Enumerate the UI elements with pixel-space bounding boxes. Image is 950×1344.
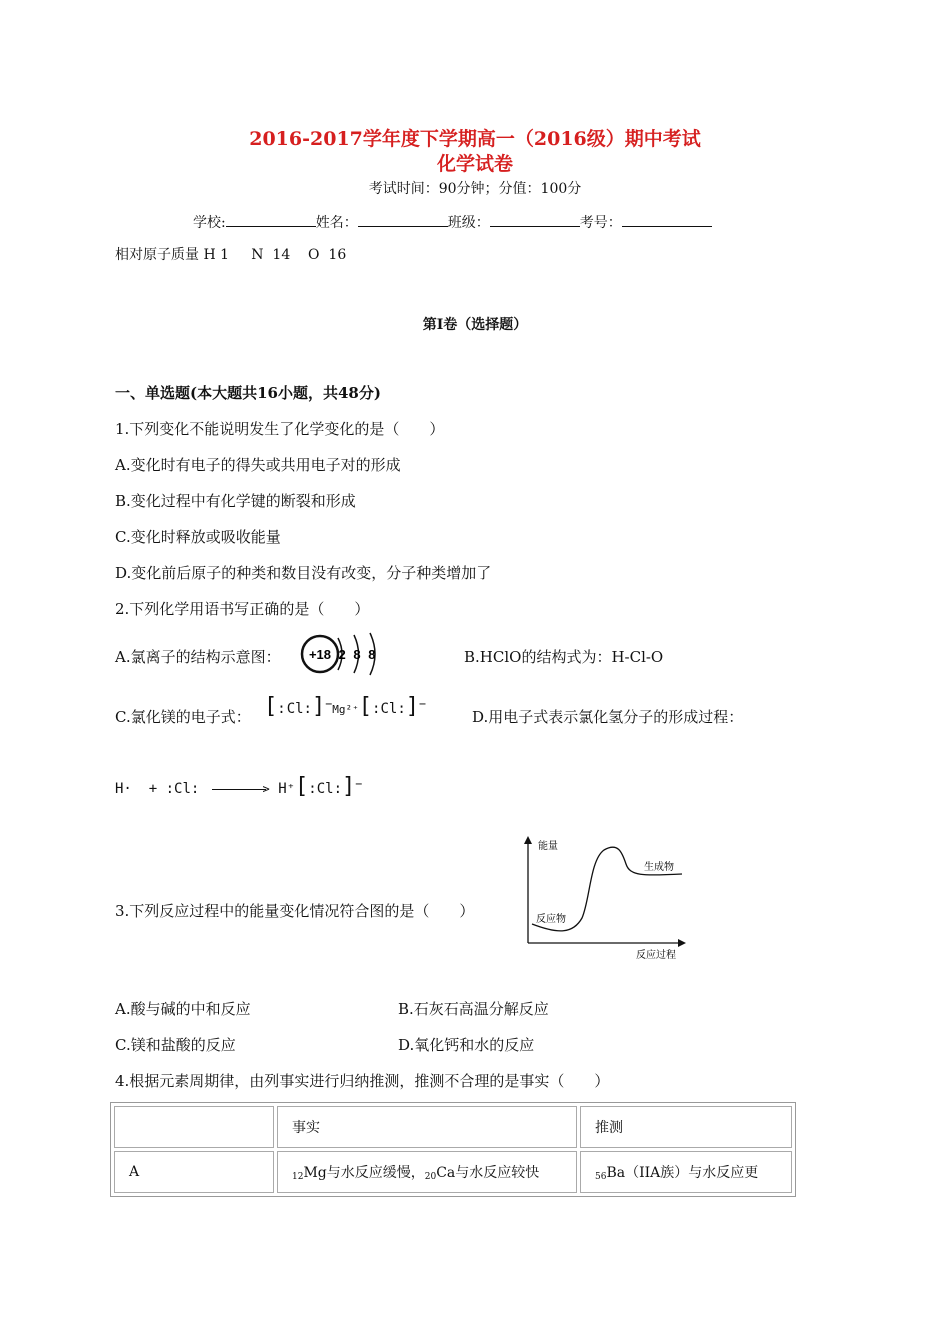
header-cell-empty (114, 1106, 274, 1148)
q2-stem: 2.下列化学用语书写正确的是（ ） (115, 600, 370, 618)
mgcl2-electron-formula: [:Cl:]−Mg²⁺[:Cl:]− (264, 694, 427, 719)
table-row (114, 1106, 792, 1148)
row-a-fact: $_{12}$Mg与水反应缓慢，$_{20}$Ca与水反应较快 (277, 1151, 577, 1193)
school-blank[interactable] (226, 212, 316, 227)
reactant-label: 反应物 (536, 914, 566, 925)
number-blank[interactable] (622, 212, 712, 227)
atomic-mass-line: 相对原子质量 H 1 N 14 O 16 (115, 247, 347, 263)
class-label: 班级： (447, 215, 490, 231)
q1-option-b: B.变化过程中有化学键的断裂和形成 (115, 492, 356, 510)
exam-subtitle: 化学试卷 (436, 153, 513, 175)
q1-option-c: C.变化时释放或吸收能量 (115, 528, 281, 546)
q2-option-b: B.HClO的结构式为：H-Cl-O (464, 648, 664, 666)
class-blank[interactable] (490, 212, 580, 227)
q2-option-c: C.氯化镁的电子式： (115, 708, 251, 726)
product-label: 生成物 (644, 862, 674, 873)
chloride-ion-diagram (298, 628, 390, 680)
row-a-label: A (114, 1151, 274, 1193)
q4-stem: 4.根据元素周期律，由列事实进行归纳推测，推测不合理的是事实（ ） (115, 1072, 610, 1090)
name-label: 姓名： (315, 215, 358, 231)
section1-title: 一、单选题(本大题共16小题，共48分) (115, 384, 381, 402)
hcl-formation-equation: H· + :Cl: > H⁺[:Cl:]− (115, 774, 363, 799)
row-a-guess: $_{56}$Ba（IIA族）与水反应更 (580, 1151, 792, 1193)
ca-atomic-number: 20 (424, 1172, 437, 1182)
x-axis-label: 反应过程 (636, 950, 676, 961)
name-blank[interactable] (358, 212, 448, 227)
q3-option-c: C.镁和盐酸的反应 (115, 1036, 236, 1054)
q3-option-a: A.酸与碱的中和反应 (115, 1000, 251, 1018)
y-axis-label: 能量 (538, 841, 558, 852)
exam-info: 考试时间：90分钟；分值：100分 (368, 181, 582, 197)
electron-shells-label: 2 8 8 (338, 647, 378, 662)
exam-title: 2016-2017学年度下学期高一（2016级）期中考试 (249, 128, 701, 150)
q3-stem: 3.下列反应过程中的能量变化情况符合图的是（ ） (115, 902, 475, 920)
header-cell-fact: 事实 (277, 1106, 577, 1148)
q4-table (110, 1102, 796, 1197)
q1-option-d: D.变化前后原子的种类和数目没有改变，分子种类增加了 (115, 564, 492, 582)
energy-diagram (518, 830, 690, 962)
q2-option-a: A.氯离子的结构示意图： (115, 648, 281, 666)
student-info-line (193, 212, 712, 232)
header-cell-guess: 推测 (580, 1106, 792, 1148)
part1-title: 第I卷（选择题） (422, 317, 528, 333)
q1-stem: 1.下列变化不能说明发生了化学变化的是（ ） (115, 420, 445, 438)
school-label: 学校: (193, 215, 226, 231)
q1-option-a: A.变化时有电子的得失或共用电子对的形成 (115, 456, 401, 474)
q3-option-d: D.氧化钙和水的反应 (398, 1036, 535, 1054)
nucleus-label: +18 (308, 647, 332, 662)
number-label: 考号： (579, 215, 622, 231)
table-row (114, 1151, 792, 1193)
q2-option-d: D.用电子式表示氯化氢分子的形成过程： (472, 708, 744, 726)
q3-option-b: B.石灰石高温分解反应 (398, 1000, 549, 1018)
